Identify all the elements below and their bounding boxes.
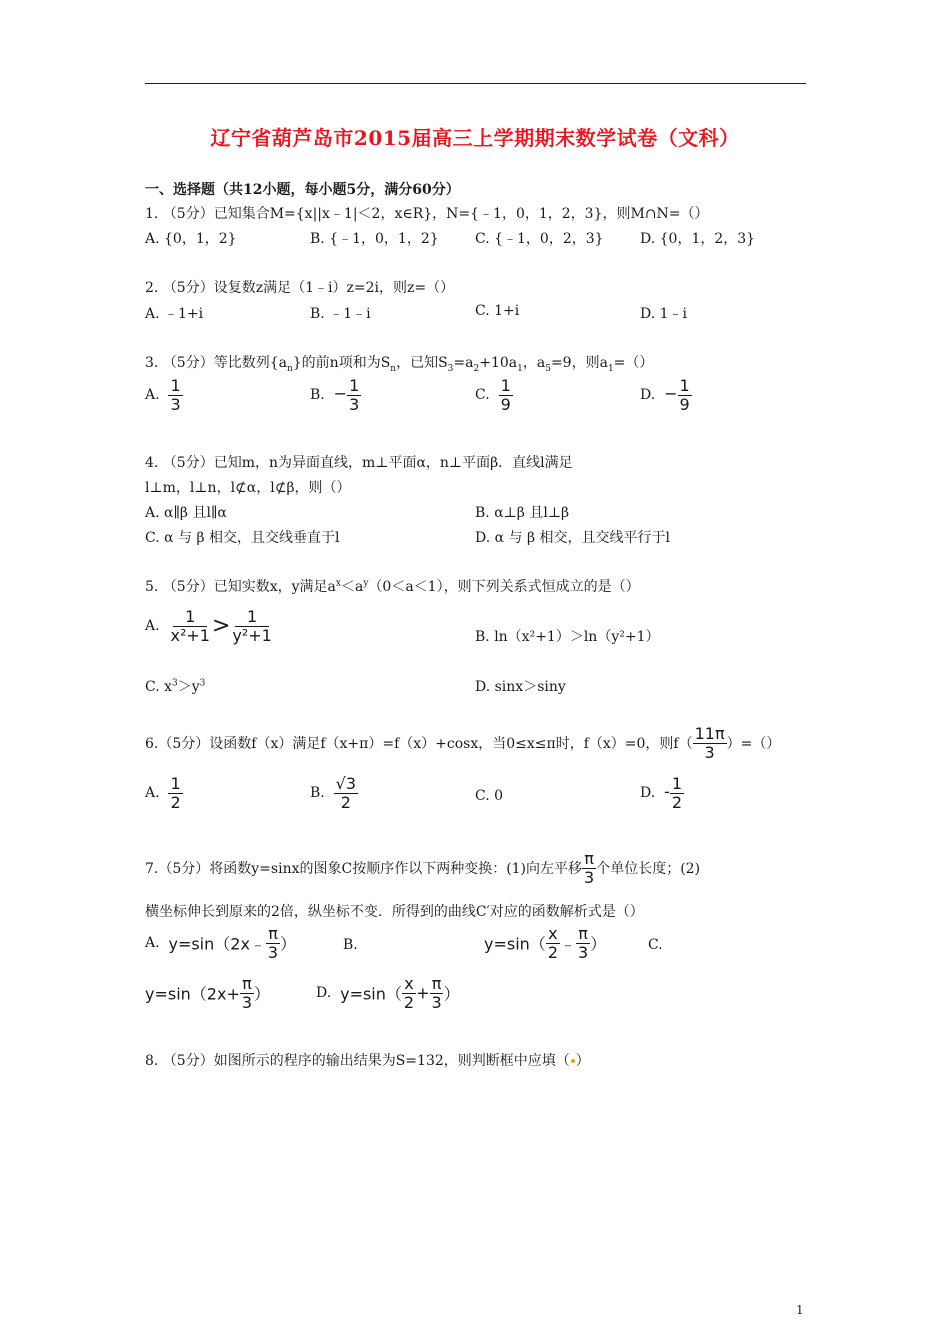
q4-option-c: C. α 与 β 相交，且交线垂直于l [145, 530, 340, 546]
q7-option-b: y=sin（ $\frac{x}{2}$ ﹣ $\frac{\pi}{3}$ ） [484, 924, 607, 962]
q1-option-c: C. {﹣1，0，2，3} [475, 231, 604, 247]
q4-option-a: A. α∥β 且l∥α [145, 505, 227, 521]
q7-option-d: D. y=sin（ $\frac{x}{2}$ + $\frac{\pi}{3}$ ） [316, 974, 460, 1012]
section-heading: 一、选择题（共12小题，每小题5分，满分60分） [145, 182, 460, 198]
q3-option-d: D. − $\frac{1}{9}$ [640, 376, 690, 414]
question-8-stem: 8. （5分）如图所示的程序的输出结果为S=132，则判断框中应填（ ） [145, 1053, 590, 1069]
q1-option-d: D. {0，1，2，3} [640, 231, 756, 247]
q4-option-d: D. α 与 β 相交，且交线平行于l [475, 530, 671, 546]
q5-option-d: D. sinx＞siny [475, 679, 566, 695]
question-3-stem: 3. （5分）等比数列$\{a_n\}$的前n项和为$S_n$，已知$S_3=a_2+10a_1$，$a_5=9$，则$a_1=()$ [145, 355, 654, 374]
q2-option-a: A. ﹣1+i [145, 306, 204, 322]
q3-option-b: B. − $\frac{1}{3}$ [310, 376, 360, 414]
question-6-stem: 6.（5分）设函数f（x）满足f（x+π）=f（x）+cosx，当0≤x≤π时，f（x）=0，则f（ $\frac{11\pi}{3}$ ）=（） [145, 724, 781, 762]
question-2-stem: 2. （5分）设复数z满足（1﹣i）z=2i，则z=（） [145, 280, 455, 296]
q5-option-b: B. ln（x²+1）＞ln（y²+1） [475, 629, 660, 645]
question-1-stem: 1. （5分）已知集合M={x||x﹣1|＜2，x∈R}，N={﹣1，0，1，2，3}，则M∩N=（） [145, 206, 709, 222]
q3-option-a: A. $\frac{1}{3}$ [145, 376, 181, 414]
q3-option-c: C. $\frac{1}{9}$ [475, 376, 511, 414]
q6-option-c: C. 0 [475, 788, 504, 804]
dot-marker [571, 1059, 575, 1063]
q5-option-a: A. $\frac{1}{\text{x²+1}}$ > $\frac{1}{\text{y²+1}}$ [145, 607, 272, 645]
q7-option-c: y=sin（2x+ $\frac{\pi}{3}$ ） [145, 974, 271, 1012]
header-rule [145, 83, 806, 84]
q1-option-b: B. {﹣1，0，1，2} [310, 231, 439, 247]
q2-option-b: B. ﹣1﹣i [310, 306, 371, 322]
q6-option-d: D. - $\frac{1}{2}$ [640, 774, 683, 812]
question-7-stem-line2: 横坐标伸长到原来的2倍，纵坐标不变．所得到的曲线C′对应的函数解析式是（） [145, 904, 644, 920]
page-title: 辽宁省葫芦岛市2015届高三上学期期末数学试卷（文科） [210, 126, 740, 150]
question-4-stem-line2: l⊥m，l⊥n，l⊄α，l⊄β，则（） [145, 480, 351, 496]
question-5-stem: 5. （5分）已知实数x，y满足$a^x<a^y(0<a<1)$，则下列关系式恒成立的是（） [145, 578, 640, 595]
page-number: 1 [796, 1303, 804, 1317]
q1-option-a: A. {0，1，2} [145, 231, 237, 247]
q6-option-b: B. $\frac{√3}{2}$ [310, 774, 357, 812]
question-4-stem-line1: 4. （5分）已知m，n为异面直线，m⊥平面α，n⊥平面β．直线l满足 [145, 455, 573, 471]
q2-option-d: D. 1﹣i [640, 306, 688, 322]
q6-option-a: A. $\frac{1}{2}$ [145, 774, 181, 812]
q5-option-c: C. $x^3>y^3$ [145, 678, 206, 695]
q7-option-c-label: C. [648, 937, 663, 953]
q2-option-c: C. 1+i [475, 303, 520, 319]
q7-option-b-label: B. [343, 937, 358, 953]
q7-option-a: A. y=sin（2x﹣ $\frac{\pi}{3}$ ） [145, 924, 297, 962]
question-7-stem-line1: 7.（5分）将函数y=sinx的图象C按顺序作以下两种变换：(1)向左平移 $\frac{\pi}{3}$ 个单位长度；(2) [145, 849, 701, 887]
q4-option-b: B. α⊥β 且l⊥β [475, 505, 570, 521]
